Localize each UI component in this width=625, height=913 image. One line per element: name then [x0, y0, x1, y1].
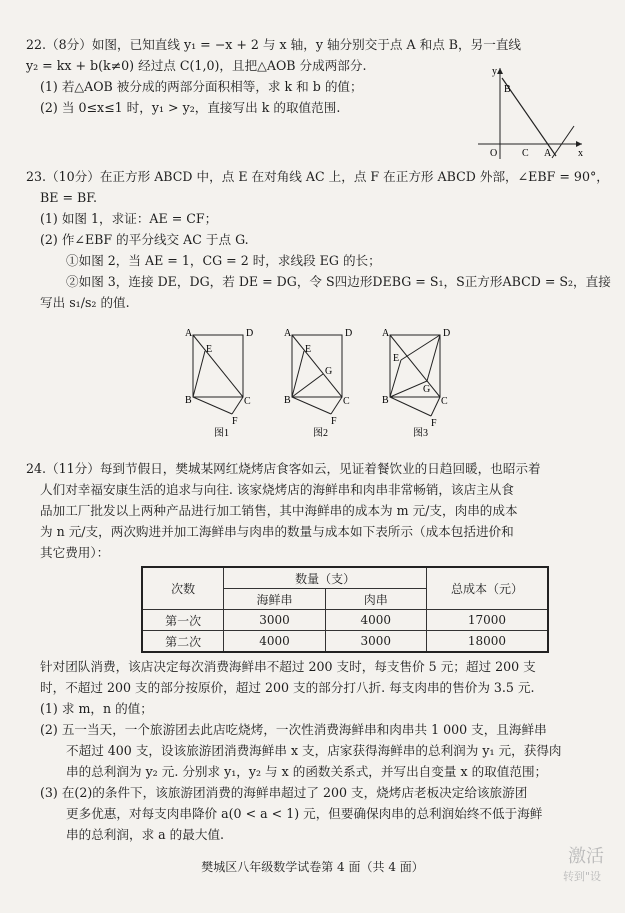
q24-after-6: 串的总利润为 y₂ 元. 分别求 y₁，y₂ 与 x 的函数关系式，并写出自变量 x 的取值范围； [66, 764, 548, 779]
q22-line-4: (2) 当 0≤x≤1 时，y₁ > y₂，直接写出 k 的取值范围. [40, 100, 341, 115]
q24-intro-4: 为 n 元/支，两次购进并加工海鲜串与肉串的数量与成本如下表所示（成本包括进价和 [40, 524, 514, 539]
fig3-label-G: G [423, 384, 431, 395]
cost-table [141, 566, 549, 653]
q24-intro-3: 品加工厂批发以上两种产品进行加工销售，其中海鲜串的成本为 m 元/支，肉串的成本 [40, 503, 518, 518]
header-meat: 肉串 [325, 589, 426, 610]
fig1-caption: 图1 [214, 428, 229, 439]
q24-after-5: 不超过 400 支，设该旅游团消费海鲜串 x 支，店家获得海鲜串的总利润为 y₁ 元，获得肉 [66, 743, 562, 758]
q24-after-8: 更多优惠，对每支肉串降价 a(0 < a < 1) 元，但要确保肉串的总利润始终不低于海鲜 [66, 806, 543, 821]
fig2-label-E: E [305, 344, 312, 355]
q23-line-6: ②如图 3，连接 DE，DG，若 DE = DG，令 S四边形DEBG = S₁，S正方形ABCD = S₂，直接 [66, 274, 611, 289]
line-y2 [552, 126, 574, 158]
row1-label: 第一次 [142, 610, 224, 631]
fig1-label-E: E [206, 344, 213, 355]
q24-after-1: 针对团队消费，该店决定每次消费海鲜串不超过 200 支时，每支售价 5 元；超过 200 支 [40, 659, 536, 674]
q23-figure-2 [283, 326, 353, 439]
q23-line-4: (2) 作∠EBF 的平分线交 AC 于点 G. [40, 232, 249, 247]
header-quantity: 数量（支） [224, 567, 427, 589]
q24-after-4: (2) 五一当天，一个旅游团去此店吃烧烤，一次性消费海鲜串和肉串共 1 000 支，且海鲜串 [40, 722, 547, 737]
fig3-label-C: C [441, 396, 448, 407]
y-axis-arrow [497, 68, 503, 74]
table-row [142, 631, 548, 653]
fig2-label-C: C [343, 396, 350, 407]
table-row [142, 610, 548, 631]
header-count: 次数 [142, 567, 224, 610]
row2-total: 18000 [426, 631, 548, 653]
fig1-label-A: A [185, 328, 193, 339]
fig2-label-D: D [345, 328, 353, 339]
q23-line-3: (1) 如图 1，求证：AE = CF； [40, 211, 218, 226]
row1-total: 17000 [426, 610, 548, 631]
fig2-label-B: B [284, 395, 291, 406]
x-axis-arrow [576, 141, 582, 147]
row1-seafood: 3000 [224, 610, 325, 631]
activation-watermark-title: 激活 [568, 846, 604, 867]
q23-line-7: 写出 s₁/s₂ 的值. [40, 295, 130, 310]
row2-seafood: 4000 [224, 631, 325, 653]
table-header-row [142, 567, 548, 589]
fig3-label-A: A [382, 328, 390, 339]
row2-meat: 3000 [325, 631, 426, 653]
fig3-label-B: B [382, 395, 389, 406]
row1-meat: 4000 [325, 610, 426, 631]
question-23 [26, 166, 611, 313]
q24-after-7: (3) 在(2)的条件下，该旅游团消费的海鲜串超过了 200 支，烧烤店老板决定给该旅游团 [40, 785, 528, 800]
fig2-label-G: G [325, 366, 333, 377]
fig1-label-B: B [185, 395, 192, 406]
q24-intro-5: 其它费用）： [40, 545, 110, 560]
header-seafood: 海鲜串 [224, 589, 325, 610]
label-O: O [490, 148, 498, 159]
activation-watermark-link[interactable]: 转到"设 [563, 870, 602, 883]
q24-intro-2: 人们对幸福安康生活的追求与向往. 该家烧烤店的海鲜串和肉串非常畅销，该店主从食 [40, 482, 514, 497]
fig3-label-F: F [431, 418, 437, 429]
q23-line-2: BE = BF. [40, 190, 98, 205]
q23-line-1: 23.（10分）在正方形 ABCD 中，点 E 在对角线 AC 上，点 F 在正方形 ABCD 外部，∠EBF = 90°， [26, 169, 609, 184]
fig3-label-D: D [443, 328, 451, 339]
page-footer: 樊城区八年级数学试卷第 4 面（共 4 面） [201, 860, 424, 874]
fig1-label-D: D [246, 328, 254, 339]
fig1-label-C: C [244, 396, 251, 407]
label-B: B [504, 84, 511, 95]
fig2-label-F: F [331, 416, 337, 427]
label-A: A [544, 148, 552, 159]
q24-after-9: 串的总利润，求 a 的最大值. [66, 827, 225, 842]
q22-line-3: (1) 若△AOB 被分成的两部分面积相等，求 k 和 b 的值； [40, 79, 363, 94]
question-24-intro [26, 458, 586, 563]
q23-figure-1 [184, 326, 254, 439]
fig1-label-F: F [232, 416, 238, 427]
q22-coordinate-figure [478, 64, 584, 160]
fig3-label-E: E [393, 353, 400, 364]
question-24-body [26, 656, 586, 845]
row2-label: 第二次 [142, 631, 224, 653]
header-total-cost: 总成本（元） [426, 567, 548, 610]
fig2-label-A: A [284, 328, 292, 339]
label-x: x [578, 148, 583, 159]
label-y: y [492, 66, 497, 77]
q24-after-3: (1) 求 m，n 的值； [40, 701, 153, 716]
fig3-caption: 图3 [413, 428, 428, 439]
q24-intro-1: 24.（11分）每到节假日，樊城某网红烧烤店食客如云，见证着餐饮业的日趋回暖，也昭示着 [26, 461, 541, 476]
q23-figure-3 [381, 326, 451, 439]
q24-after-2: 时，不超过 200 支的部分按原价，超过 200 支的部分打八折. 每支肉串的售价为 3.5 元. [40, 680, 535, 695]
q22-line-2: y₂ = kx + b(k≠0) 经过点 C(1,0)，且把△AOB 分成两部分. [26, 58, 367, 73]
q22-line-1: 22.（8分）如图，已知直线 y₁ = −x + 2 与 x 轴，y 轴分别交于点 A 和点 B，另一直线 [26, 37, 522, 52]
label-C: C [522, 148, 529, 159]
q23-line-5: ①如图 2，当 AE = 1，CG = 2 时，求线段 EG 的长； [66, 253, 381, 268]
fig2-caption: 图2 [313, 428, 328, 439]
